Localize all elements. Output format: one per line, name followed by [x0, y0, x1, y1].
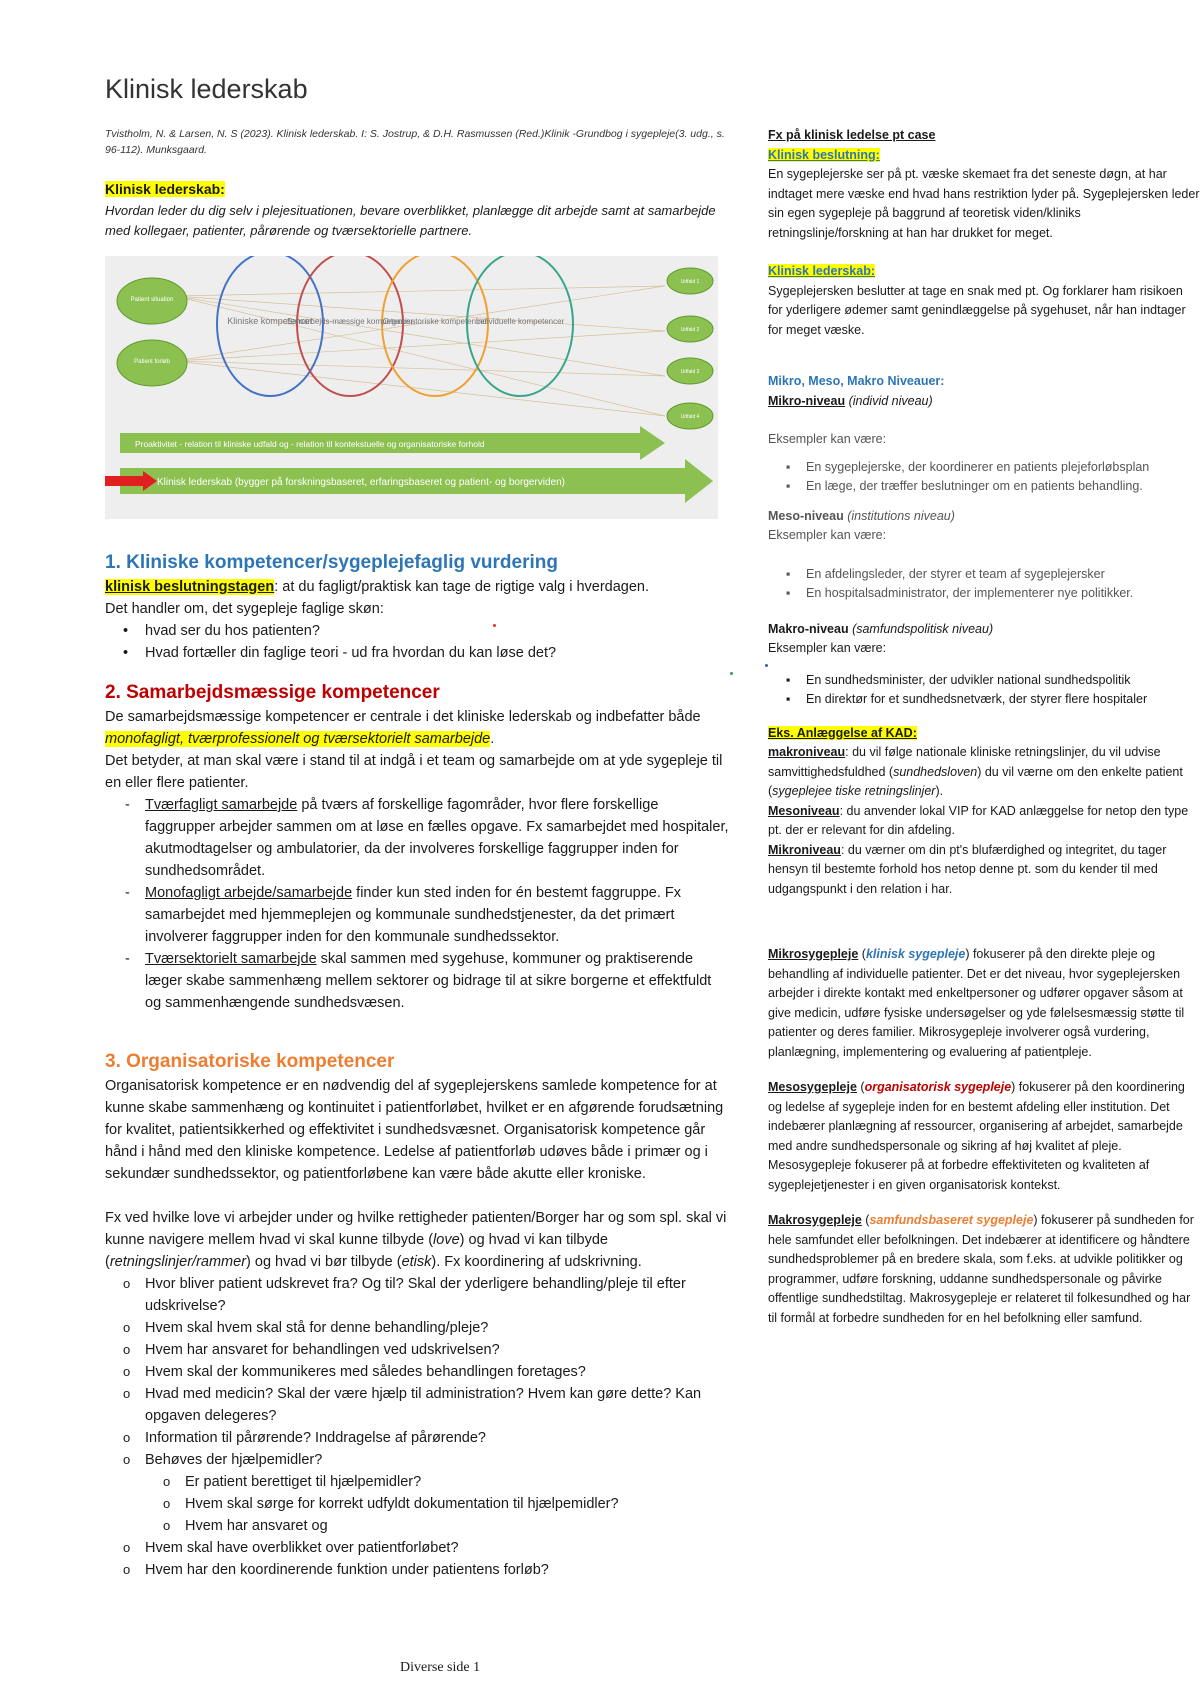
- spacer: [768, 1195, 1200, 1211]
- section2-line2: Det betyder, at man skal være i stand til at indgå i et team og samarbejde om at yde sygepleje til en eller flere patienter.: [105, 753, 723, 791]
- makrosygepleje-para: Makrosygepleje (samfundsbaseret sygepleje) fokuserer på sundheden for hele samfundet eller befolkningen. Det indebærer at identificere og håndtere sundhedsproblemer på en bredere skala, som f.eks. at udvikle politikker og programmer, udføre forskning, uddanne sundhedspersonale og påvirke offentlige sundhedstiltag. Makrosygepleje er relateret til folkesundhed og har til formål at forbedre sundheden for en hel befolkning eller samfund.: [768, 1213, 1194, 1325]
- beslutning-label-row: [768, 146, 1200, 166]
- mikrosygepleje-para: Mikrosygepleje (klinisk sygepleje) fokuserer på den direkte pleje og behandling af individuelle patienter. Det er det niveau, hvor sygeplejersken arbejder i direkte kontakt med enkeltpersoner og udfører opgaver såsom at give medicin, udføre fysiske undersøgelser og yde følelsesmæssig støtte til patienter og deres familier. Mikrosygepleje involverer også vurdering, planlægning, implementering og evaluering af patientpleje.: [768, 947, 1185, 1059]
- circle-label-collaboration: Samarbejds-mæssige kompetencer: [286, 317, 414, 326]
- kad-meso: [768, 802, 1200, 841]
- circle-label-clinical: Kliniske kompetencer: [227, 316, 313, 326]
- list-item: o Er patient berettiget til hjælpemidler?: [185, 1471, 730, 1493]
- list-item: • hvad ser du hos patienten?: [145, 620, 730, 642]
- leadership-arrow-label: Klinisk lederskab (bygger på forskningsbaseret, erfaringsbaseret og patient- og borgerviden): [157, 477, 566, 488]
- list-item: o Hvem har den koordinerende funktion under patientens forløb?: [145, 1559, 730, 1581]
- spacer: [768, 243, 1200, 262]
- citation: Tvistholm, N. & Larsen, N. S (2023). Klinisk lederskab. I: S. Jostrup, & D.H. Rasmussen (Red.)Klinik -Grundbog i sygepleje(3. udg., s. 96-112). Munksgaard.: [105, 128, 725, 156]
- mikro-list: [768, 458, 1200, 497]
- kad-mikro-text: : du værner om din pt's blufærdighed og integritet, du tager hensyn til bestemte forhold hos netop denne pt. som du kender til med udgangspunkt i den relation i har.: [768, 842, 1167, 896]
- kad-makro-law: sundhedsloven: [893, 764, 978, 779]
- stray-dot: [730, 672, 733, 675]
- eks-label: Eksempler kan være:: [768, 528, 887, 542]
- case-title: Fx på klinisk ledelse pt case: [768, 128, 936, 142]
- kad-meso-label: Mesoniveau: [768, 803, 840, 818]
- list-item: o Hvem har ansvaret for behandlingen ved udskrivelsen?: [145, 1339, 730, 1361]
- list-item: o Hvad med medicin? Skal der være hjælp til administration? Hvem kan gøre dette? Kan opgaven delegeres?: [145, 1383, 730, 1427]
- para2-a: Fx ved hvilke love vi arbejder under og hvilke rettigheder patienten/Borger har og som spl. skal vi kunne navigere mellem hvad vi skal kunne tilbyde (: [105, 1210, 727, 1248]
- meso-row: [768, 507, 1200, 527]
- beslutning-label: Klinisk beslutning:: [768, 147, 880, 162]
- outcome-label-1: Udfald 1: [680, 279, 700, 285]
- mikro-row: [768, 392, 1200, 412]
- mesosyg-text: ) fokuserer på den koordinering og ledelse af sygepleje inden for en bestemt afdeling eller institution. Det indebærer planlægning af ressourcer, organisering af arbejdet, samarbejde med andre sundhedspersonale og sikring af høj kvalitet af pleje. Mesosygepleje fokuserer på at forbedre effektiviteten og kvaliteten af sygeplejetjenester i en given organisatorisk kontekst.: [768, 1080, 1185, 1192]
- makrosyg-tag: samfundsbaseret sygepleje: [869, 1213, 1034, 1227]
- spacer: [768, 899, 1200, 945]
- spacer: [768, 604, 1200, 620]
- section2-intro: [105, 706, 730, 750]
- para2-c: ) og hvad vi bør tilbyde (: [246, 1254, 402, 1270]
- list-item: o Information til pårørende? Inddragelse af pårørende?: [145, 1427, 730, 1449]
- section1-heading: 1. Kliniske kompetencer/sygeplejefaglig vurdering: [105, 552, 558, 573]
- list-item: • Hvad fortæller din faglige teori - ud fra hvordan du kan løse det?: [145, 642, 730, 664]
- list-item: o Hvem skal der kommunikeres med således behandlingen foretages?: [145, 1361, 730, 1383]
- kad-makro-b: ) du vil værne om den enkelte patient (: [768, 764, 1183, 798]
- makro-list: [768, 671, 1200, 710]
- spacer: [768, 659, 1200, 671]
- para2-b: ) og hvad vi kan tilbyde (: [105, 1232, 608, 1270]
- outcome-label-2: Udfald 2: [680, 327, 700, 333]
- circle-label-organisational: Organisatoriske kompetencer: [382, 317, 488, 326]
- section3-heading: 3. Organisatoriske kompetencer: [105, 1051, 395, 1072]
- list-item: o Hvem skal have overblikket over patientforløbet?: [145, 1537, 730, 1559]
- section3-questions: [105, 1273, 730, 1581]
- spacer: [768, 411, 1200, 430]
- para2-etik: etisk: [401, 1254, 432, 1270]
- list-item-text: Behøves der hjælpemidler?: [145, 1452, 323, 1468]
- spacer: [768, 450, 1200, 458]
- lederskab-label: Klinisk lederskab:: [768, 264, 875, 278]
- section2-intro-a: De samarbejdsmæssige kompetencer er centrale i det kliniske lederskab og indbefatter både: [105, 709, 701, 725]
- list-item: [145, 882, 730, 948]
- spacer: [768, 546, 1200, 565]
- meso-label: Meso-niveau: [768, 508, 844, 523]
- makrosyg-text: ) fokuserer på sundheden for hele samfundet eller befolkningen. Det indebærer at identificere og håndtere sundhedsproblemer på en bredere skala, som f.eks. at udvikle politikker og programmer, udføre forskning, uddanne sundhedspersonale og påvirke offentlige sundhedstiltag. Makrosygepleje er relateret til folkesundhed og har til formål at forbedre sundheden for en hel befolkning eller samfund.: [768, 1213, 1194, 1325]
- spacer: [768, 1062, 1200, 1078]
- mesosygepleje-para: Mesosygepleje (organisatorisk sygepleje) fokuserer på den koordinering og ledelse af sygepleje inden for en bestemt afdeling eller institution. Det indebærer planlægning af ressourcer, organisering af arbejdet, samarbejde med andre sundhedspersonale og sikring af høj kvalitet af pleje. Mesosygepleje fokuserer på at forbedre effektiviteten og kvaliteten af sygeplejetjenester i en given organisatorisk kontekst.: [768, 1080, 1185, 1192]
- mesosyg-label: Mesosygepleje: [768, 1080, 857, 1094]
- section3-subquestions: [145, 1471, 730, 1537]
- mikrosyg-text: ) fokuserer på den direkte pleje og behandling af individuelle patienter. Det er det niveau, hvor sygeplejersken arbejder i direkte kontakt med enkeltpersoner og udfører opgaver såsom at give medicin, udføre fysiske undersøgelser og yde følelsesmæssig støtte til patienter og deres familier. Mikrosygepleje involverer også vurdering, planlægning, implementering og evaluering af patientpleje.: [768, 947, 1185, 1059]
- section-clinical-competences: [105, 550, 730, 664]
- makro-label: Makro-niveau: [768, 621, 849, 636]
- kad-title-row: [768, 724, 1200, 744]
- mikrosyg-tag: klinisk sygepleje: [865, 947, 966, 961]
- section1-line1-rest: : at du fagligt/praktisk kan tage de rigtige valg i hverdagen.: [274, 579, 650, 595]
- section1-line1: [105, 576, 730, 598]
- section-organisational-competences: [105, 1049, 730, 1581]
- item-text: finder kun sted inden for én bestemt faggruppe. Fx samarbejdet med hjemmeplejen og kommunale sundhedstjenester, da det primært involverer faggrupper inden for den kommunale sundhedssektor.: [145, 885, 682, 945]
- kad-meso-text: : du anvender lokal VIP for KAD anlæggelse for netop den type pt. der er relevant for din afdeling.: [768, 803, 1189, 837]
- section3-para1: Organisatorisk kompetence er en nødvendig del af sygeplejerskens samlede kompetence for at kunne skabe sammenhæng og kontinuitet i patientforløbet, hvilket er en afgørende forudsætning for kvalitet, patientsikkerhed og effektivitet i sundhedsvæsnet. Organisatorisk kompetence går hånd i hånd med den kliniske kompetence. Ledelse af patientforløb udøves både i primær og i sekundær sundhedssektor, og patientforløbene kan være både akutte eller kroniske.: [105, 1078, 724, 1182]
- section2-intro-highlight: monofagligt, tværprofessionelt og tværsektorielt samarbejde: [105, 731, 491, 747]
- outcome-label-3: Udfald 3: [680, 369, 700, 375]
- list-item: o Hvem har ansvaret og: [185, 1515, 730, 1537]
- eks-label: Eksempler kan være:: [768, 641, 887, 655]
- spacer: [768, 340, 1200, 372]
- item-term: Tværsektorielt samarbejde: [145, 951, 317, 967]
- list-item: [145, 948, 730, 1014]
- makro-row: [768, 620, 1200, 640]
- definition-text: Hvordan leder du dig selv i plejesituationen, bevare overblikket, planlægge dit arbejde samt at samarbejde med kollegaer, patienter, pårørende og tværsektorielle partnere.: [105, 203, 716, 238]
- item-text: på tværs af forskellige fagområder, hvor flere forskellige faggrupper arbejder sammen om at løse en fælles opgave. Fx samarbejdet med hospitaler, akutmodtagelser og ambulatorier, da der involveres forskellige faggrupper inden for sundhedsområdet.: [145, 797, 729, 879]
- eks-label: Eksempler kan være:: [768, 432, 887, 446]
- para2-d: ). Fx koordinering af udskrivning.: [431, 1254, 642, 1270]
- section1-term: klinisk beslutningstagen: [105, 579, 275, 595]
- outcome-label-4: Udfald 4: [680, 414, 700, 420]
- stray-dot: [493, 624, 496, 627]
- mikro-sub: (individ niveau): [845, 393, 933, 408]
- levels-title: Mikro, Meso, Makro Niveauer:: [768, 374, 945, 388]
- right-column: [768, 126, 1200, 1328]
- circle-label-individual: Individuelle kompetencer: [475, 317, 565, 326]
- mesosyg-tag: organisatorisk sygepleje: [864, 1080, 1012, 1094]
- para2-love: love: [433, 1232, 460, 1248]
- list-item: ▪ En hospitalsadministrator, der implementerer nye politikker.: [806, 584, 1200, 604]
- list-item: o Hvor bliver patient udskrevet fra? Og til? Skal der yderligere behandling/pleje til efter udskrivelse?: [145, 1273, 730, 1317]
- meso-sub: (institutions niveau): [843, 508, 955, 523]
- section1-line2: Det handler om, det sygepleje faglige skøn:: [105, 601, 384, 617]
- section-collaboration-competences: [105, 680, 730, 1014]
- kad-makro-label: makroniveau: [768, 745, 846, 759]
- meso-list: [768, 565, 1200, 604]
- kad-makro-etik: sygeplejee tiske retningslinjer: [772, 784, 936, 798]
- page-footer: Diverse side 1: [400, 1660, 481, 1675]
- list-item: ▪ En afdelingsleder, der styrer et team af sygeplejersker: [806, 565, 1200, 585]
- kad-title: Eks. Anlæggelse af KAD:: [768, 725, 917, 740]
- kad-mikro: [768, 841, 1200, 900]
- definition-title-text: Klinisk lederskab:: [105, 181, 225, 197]
- page-title: Klinisk lederskab: [105, 74, 308, 104]
- list-item: [145, 794, 730, 882]
- list-item: ▪ En sygeplejerske, der koordinerer en patients plejeforløbsplan: [806, 458, 1200, 478]
- item-term: Tværfagligt samarbejde: [145, 797, 298, 813]
- spacer: [105, 1185, 730, 1207]
- kad-makro-c: ).: [935, 784, 944, 798]
- list-item: o Hvem skal sørge for korrekt udfyldt dokumentation til hjælpemidler?: [185, 1493, 730, 1515]
- item-text: skal sammen med sygehuse, kommuner og praktiserende læger skabe sammenhæng mellem sektorer og bidrage til at sikre borgerne et effektfuldt og sammenhængende sundhedsvæsen.: [145, 951, 712, 1011]
- definition-title: [105, 181, 225, 197]
- list-item: ▪ En direktør for et sundhedsnetværk, der styrer flere hospitaler: [806, 690, 1200, 710]
- node-label-patient-situation: Patient situation: [130, 297, 174, 303]
- section3-para2: [105, 1207, 730, 1273]
- section1-bullets: [105, 620, 730, 664]
- mikrosyg-label: Mikrosygepleje: [768, 947, 859, 961]
- kad-makro: [768, 743, 1200, 802]
- spacer: [768, 497, 1200, 507]
- makrosyg-label: Makrosygepleje: [768, 1213, 862, 1227]
- list-item: ▪ En læge, der træffer beslutninger om en patients behandling.: [806, 477, 1200, 497]
- spacer: [768, 710, 1200, 724]
- lederskab-label-row: [768, 262, 1200, 282]
- para2-ret: retningslinjer/rammer: [109, 1254, 247, 1270]
- section2-list: [105, 794, 730, 1014]
- makro-sub: (samfundspolitisk niveau): [848, 621, 994, 636]
- node-label-patient-forloeb: Patient forløb: [134, 359, 170, 365]
- kad-makro-a: : du vil følge nationale kliniske retningslinjer, du vil udvise samvittighedsfuldhed (: [768, 745, 1161, 779]
- section2-intro-b: .: [490, 731, 495, 747]
- section2-heading: 2. Samarbejdsmæssige kompetencer: [105, 682, 440, 703]
- lederskab-text: Sygeplejersken beslutter at tage en snak med pt. Og forklarer ham risikoen for yderligere ødemer samt genindlæggelse på sygehuset, når han indtager for meget væske.: [768, 283, 1186, 337]
- list-item: o Hvem skal hvem skal stå for denne behandling/pleje?: [145, 1317, 730, 1339]
- mikro-label: Mikro-niveau: [768, 393, 846, 408]
- list-item: ▪ En sundhedsminister, der udvikler national sundhedspolitik: [806, 671, 1200, 691]
- kad-mikro-label: Mikroniveau: [768, 842, 841, 857]
- clinical-leadership-model-figure: [105, 256, 718, 519]
- proactivity-arrow-label: Proaktivitet - relation til kliniske udfald og - relation til kontekstuelle og organisatoriske forhold: [135, 439, 485, 449]
- item-term: Monofagligt arbejde/samarbejde: [145, 885, 353, 901]
- beslutning-text: En sygeplejerske ser på pt. væske skemaet fra det seneste døgn, at har indtaget mere væske end hvad hans restriktion lyder på. Sygeplejersken leder sin egen sygepleje på baggrund af teoretisk viden/kliniks retningslinje/forskning at han har drukket for meget.: [768, 167, 1200, 240]
- list-item: [145, 1449, 730, 1537]
